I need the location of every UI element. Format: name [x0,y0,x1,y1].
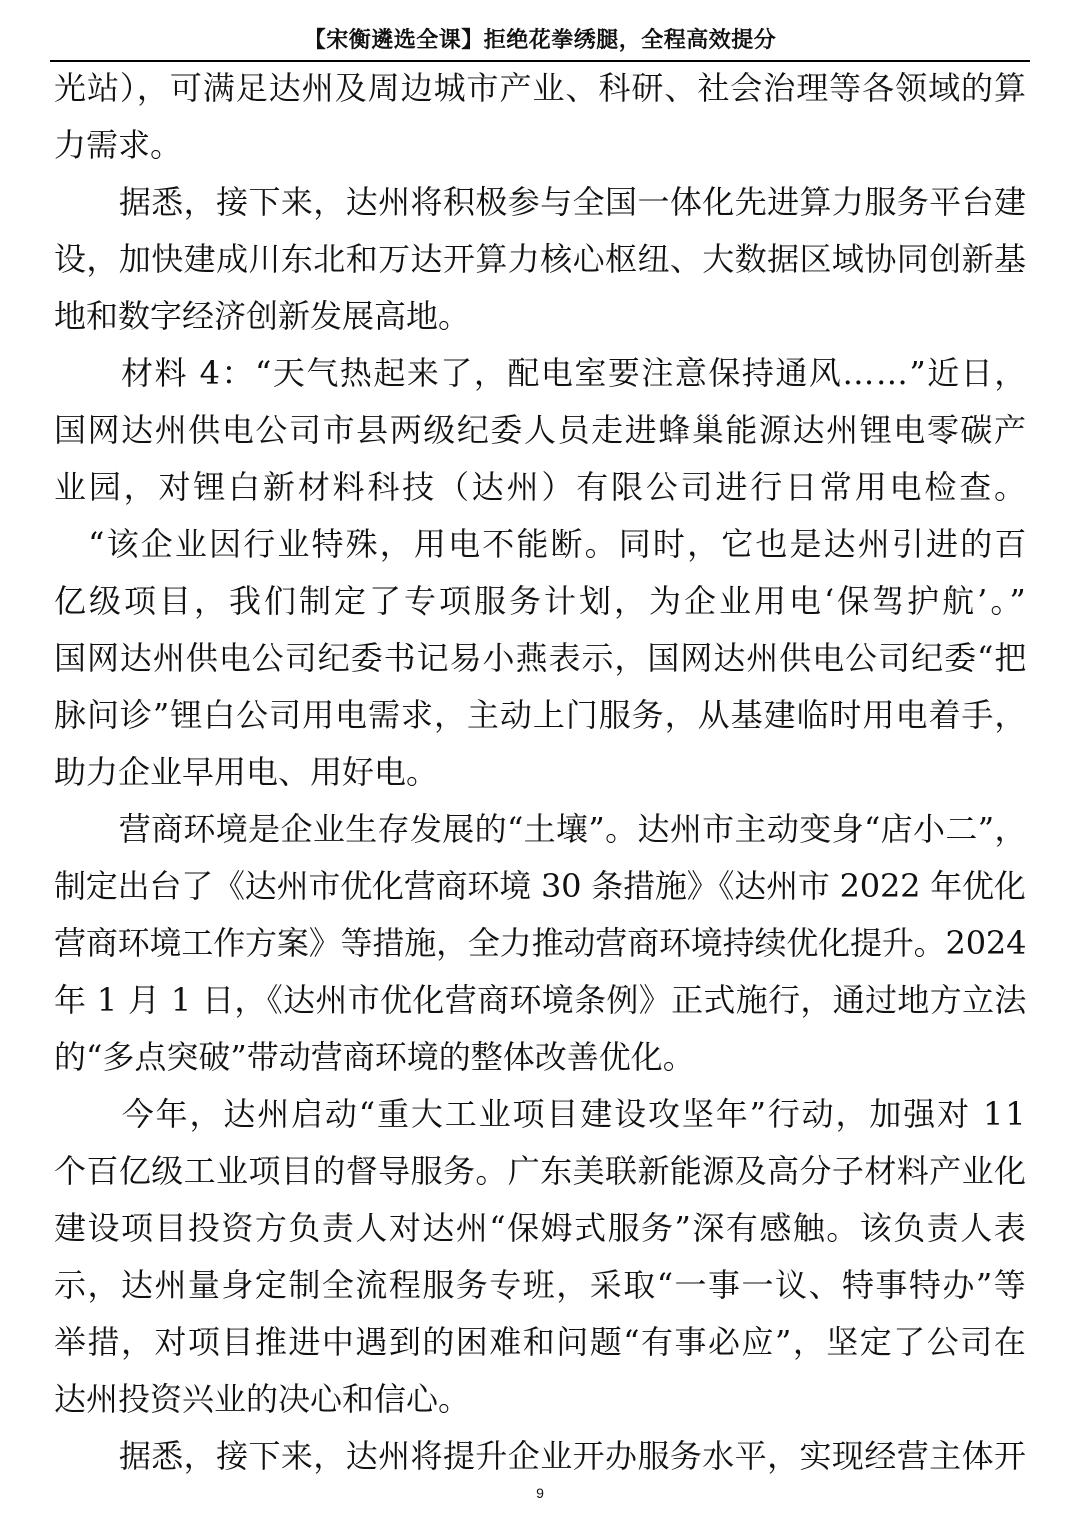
text-line: 业园，对锂白新材料科技（达州）有限公司进行日常用电检查。 [54,468,1029,506]
text-line: 据悉，接下来，达州将提升企业开办服务水平，实现经营主体开 [54,1437,1027,1475]
text-line: 营商环境工作方案》等措施，全力推动营商环境持续优化提升。2024 [54,924,1027,962]
text-line: “该企业因行业特殊，用电不能断。同时，它也是达州引进的百 [54,525,1029,563]
text-line: 脉问诊”锂白公司用电需求，主动上门服务，从基建临时用电着手， [54,696,1028,734]
text-line: 国网达州供电公司纪委书记易小燕表示，国网达州供电公司纪委“把 [54,639,1028,677]
page-number: 9 [536,1485,544,1501]
page-header-title: 【宋衡遴选全课】拒绝花拳绣腿，全程高效提分 [303,28,777,53]
text-line: 个百亿级工业项目的督导服务。广东美联新能源及高分子材料产业化 [54,1152,1027,1190]
text-line: 的“多点突破”带动营商环境的整体改善优化。 [54,1038,695,1076]
text-line: 国网达州供电公司市县两级纪委人员走进蜂巢能源达州锂电零碳产 [54,411,1028,449]
text-line: 年 1 月 1 日，《达州市优化营商环境条例》正式施行，通过地方立法 [54,981,1027,1019]
text-line: 设，加快建成川东北和万达开算力核心枢纽、大数据区域协同创新基 [54,240,1027,278]
text-line: 制定出台了《达州市优化营商环境 30 条措施》《达州市 2022 年优化 [54,867,1026,905]
text-line: 今年，达州启动“重大工业项目建设攻坚年”行动，加强对 11 [54,1095,1028,1133]
text-line: 光站），可满足达州及周边城市产业、科研、社会治理等各领域的算 [54,69,1027,107]
header-divider [50,60,1030,62]
text-line: 建设项目投资方负责人对达州“保姆式服务”深有感触。该负责人表 [54,1209,1028,1247]
text-line: 亿级项目，我们制定了专项服务计划，为企业用电‘保驾护航’。” [54,582,1029,620]
text-line: 举措，对项目推进中遇到的困难和问题“有事必应”，坚定了公司在 [54,1323,1028,1361]
text-line: 达州投资兴业的决心和信心。 [54,1380,471,1418]
text-line: 力需求。 [54,126,183,164]
text-line: 地和数字经济创新发展高地。 [54,297,471,335]
text-line: 据悉，接下来，达州将积极参与全国一体化先进算力服务平台建 [54,183,1027,221]
text-line: 营商环境是企业生存发展的“土壤”。达州市主动变身“店小二”， [54,810,1027,848]
text-line: 助力企业早用电、用好电。 [54,753,439,791]
text-line: 示，达州量身定制全流程服务专班，采取“一事一议、特事特办”等 [54,1266,1028,1304]
text-line: 材料 4：“天气热起来了，配电室要注意保持通风……”近日， [54,354,1028,392]
